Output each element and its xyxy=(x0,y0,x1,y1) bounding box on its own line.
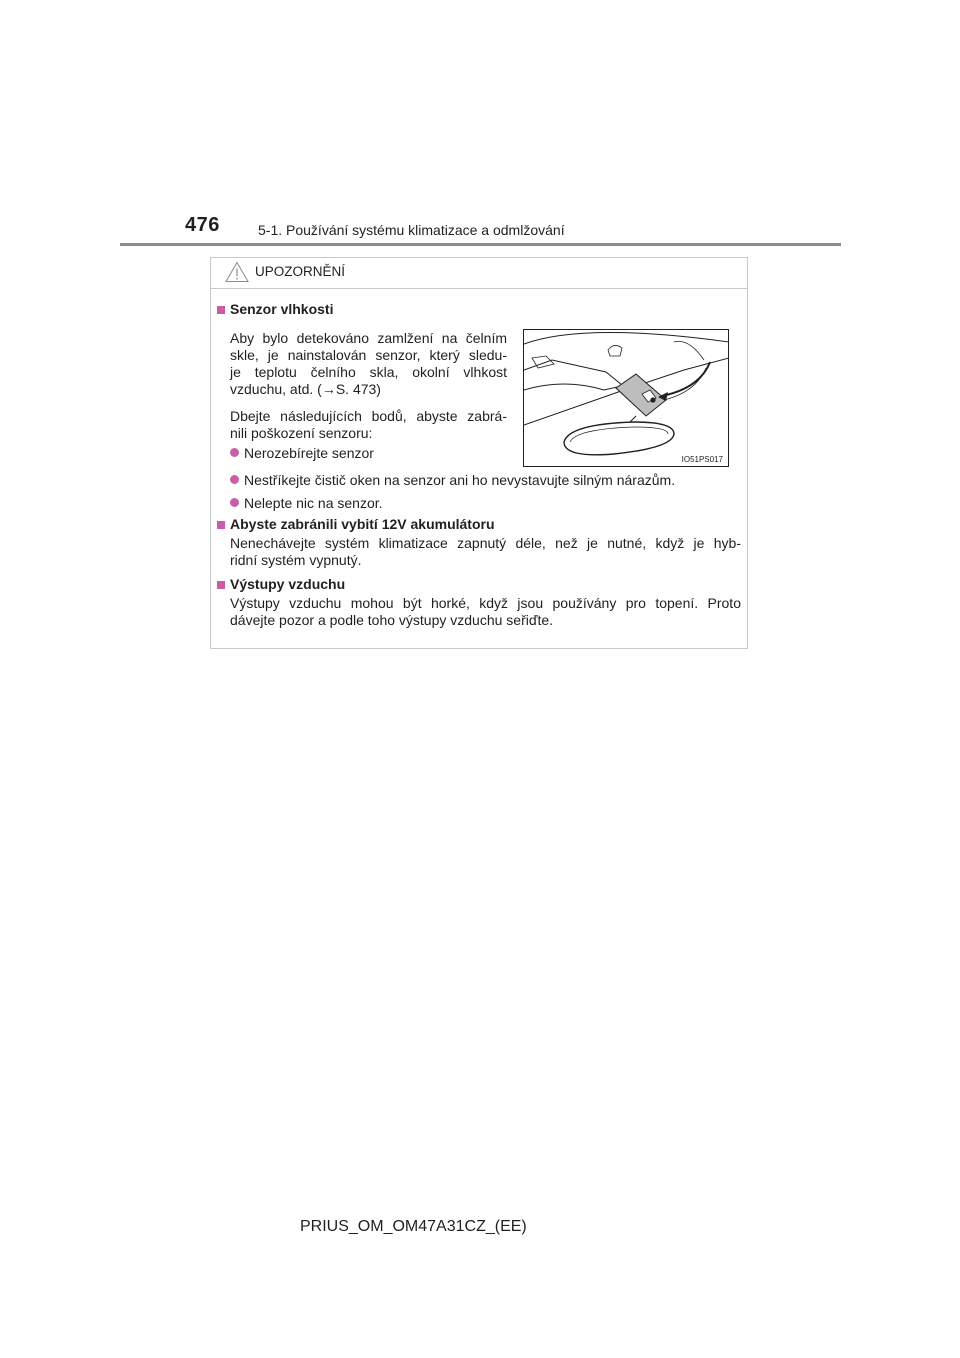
bullet-dot-icon xyxy=(230,475,239,484)
heading-square-icon xyxy=(217,306,225,314)
vents-line: Výstupy vzduchu mohou být horké, když jsou používány pro topení. Proto xyxy=(230,595,741,611)
humidity-para2-line: Dbejte následujících bodů, abyste zabrá- xyxy=(230,408,507,424)
image-code: IO51PS017 xyxy=(681,455,723,464)
humidity-para1-line: je teplotu čelního skla, okolní vlhkost xyxy=(230,364,507,380)
warning-triangle-icon xyxy=(225,261,249,283)
footer-code: PRIUS_OM_OM47A31CZ_(EE) xyxy=(300,1218,527,1235)
humidity-para2-line: nili poškození senzoru: xyxy=(230,425,373,441)
humidity-para1-line: vzduchu, atd. (→S. 473) xyxy=(230,381,381,397)
section-title: 5-1. Používání systému klimatizace a odmlžování xyxy=(258,222,565,238)
warning-header xyxy=(211,258,747,289)
battery-line: ridní systém vypnutý. xyxy=(230,552,362,568)
humidity-sensor-heading: Senzor vlhkosti xyxy=(230,301,334,317)
heading-square-icon xyxy=(217,581,225,589)
vents-heading: Výstupy vzduchu xyxy=(230,576,346,592)
warning-title: UPOZORNĚNÍ xyxy=(255,264,346,279)
header-rule xyxy=(120,243,841,246)
battery-heading: Abyste zabránili vybití 12V akumulátoru xyxy=(230,516,495,532)
sensor-drawing xyxy=(524,330,729,467)
humidity-para1-line: skle, je nainstalován senzor, který sledu- xyxy=(230,347,507,363)
bullet-item: Nestříkejte čistič oken na senzor ani ho nevystavujte silným nárazům. xyxy=(244,472,676,488)
page-number: 476 xyxy=(185,214,220,236)
bullet-item: Nerozebírejte senzor xyxy=(244,445,374,461)
bullet-dot-icon xyxy=(230,498,239,507)
sensor-illustration xyxy=(523,329,729,467)
bullet-dot-icon xyxy=(230,448,239,457)
warning-box xyxy=(210,257,748,649)
humidity-para1-line: Aby bylo detekováno zamlžení na čelním xyxy=(230,330,507,346)
vents-line: dávejte pozor a podle toho výstupy vzduchu seřiďte. xyxy=(230,612,554,628)
battery-line: Nenechávejte systém klimatizace zapnutý déle, než je nutné, když je hyb- xyxy=(230,535,741,551)
heading-square-icon xyxy=(217,521,225,529)
bullet-item: Nelepte nic na senzor. xyxy=(244,495,383,511)
